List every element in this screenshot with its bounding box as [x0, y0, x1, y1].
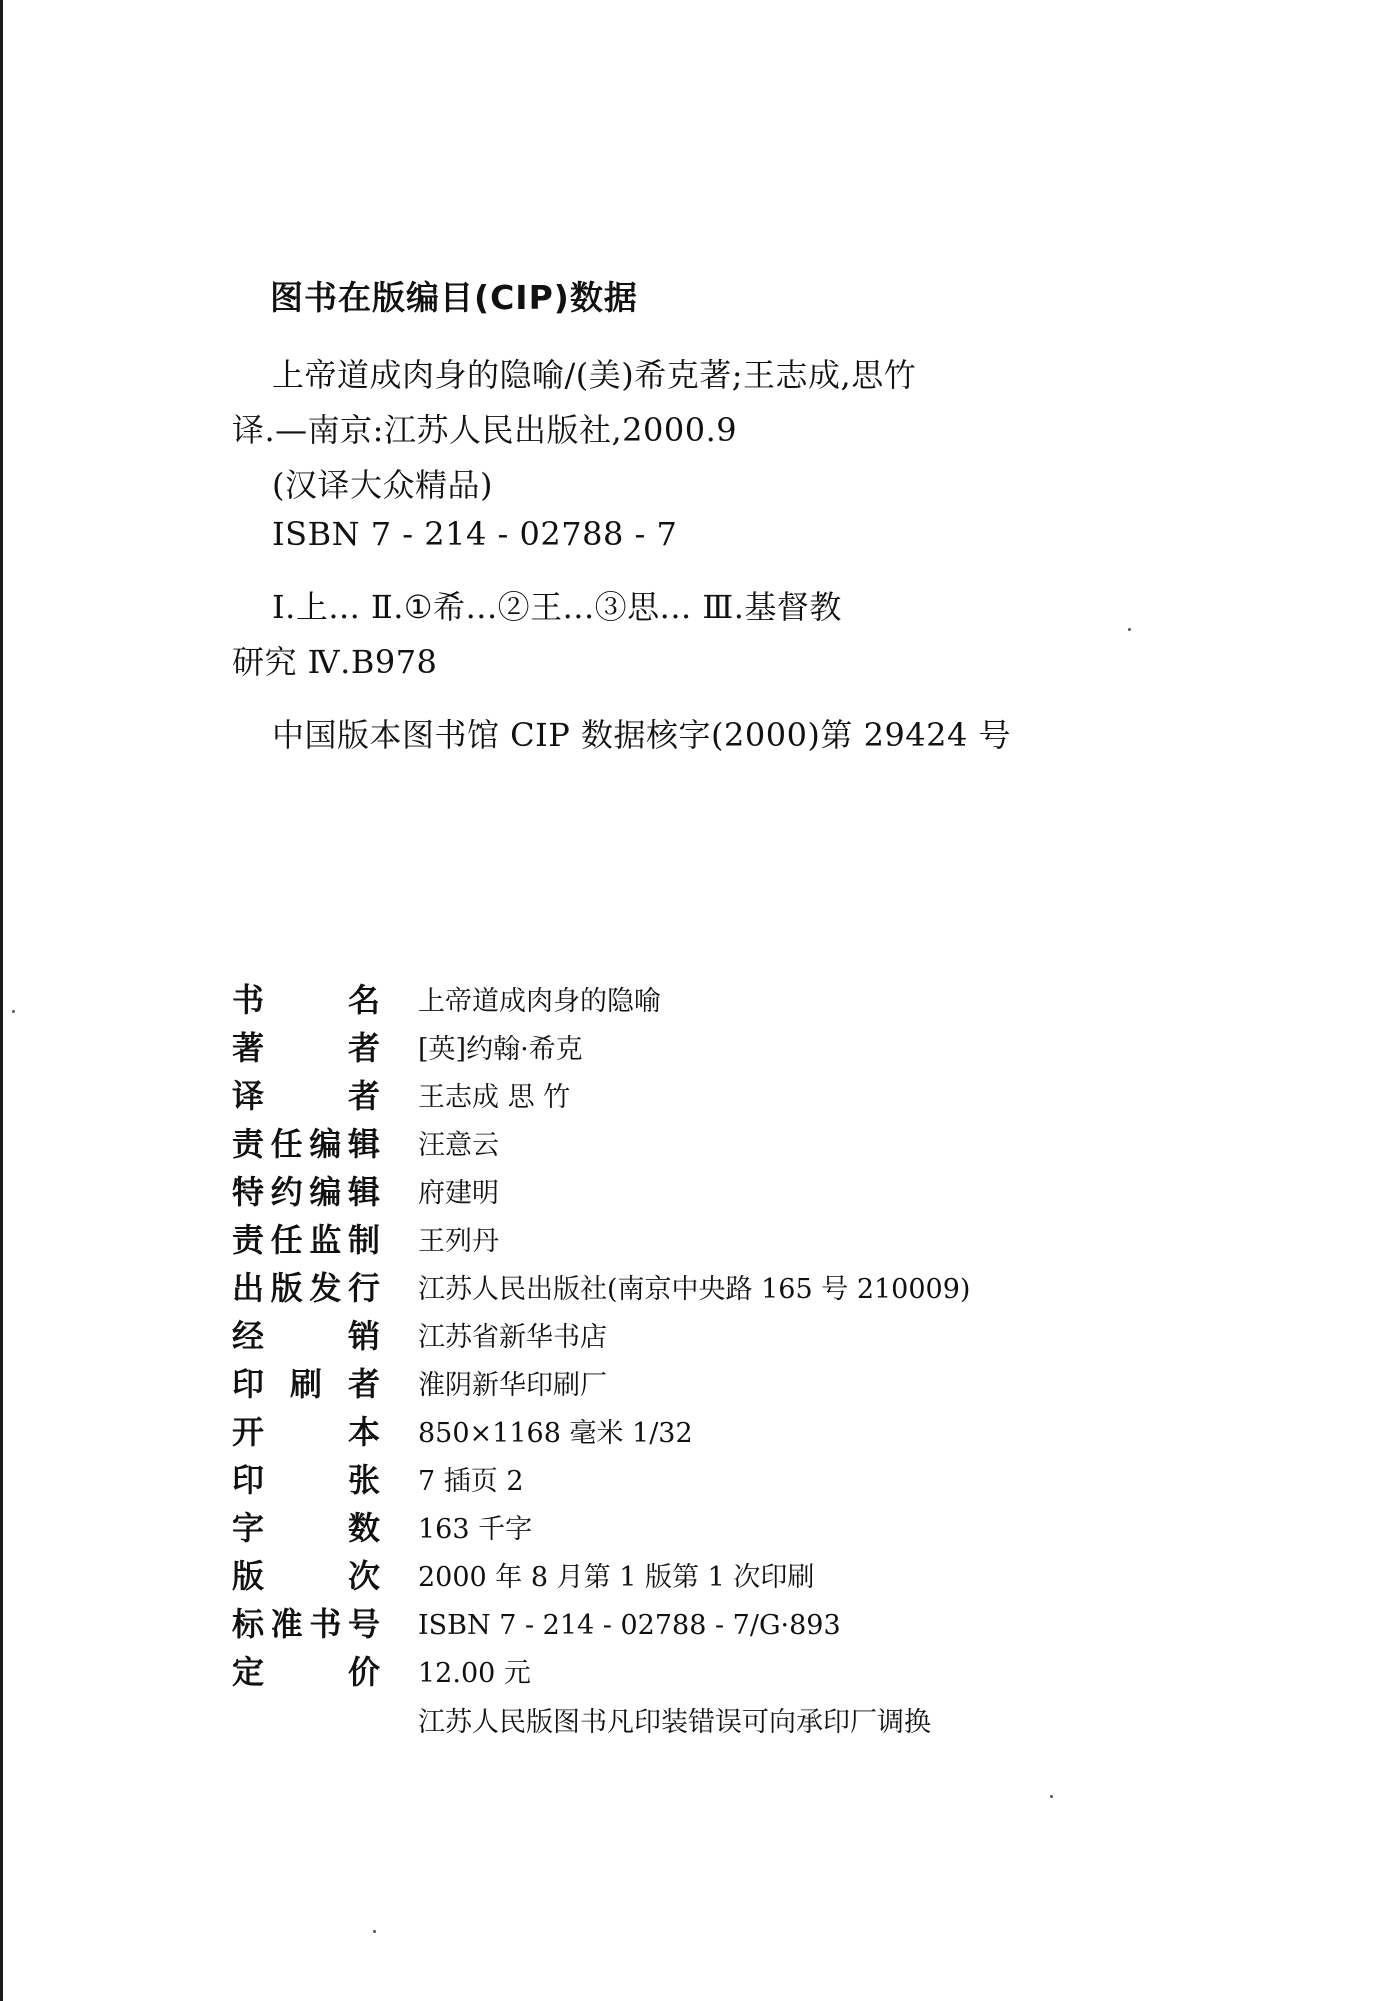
spec-value: 12.00 元 — [418, 1658, 531, 1689]
spec-row-distributor — [232, 1316, 1132, 1364]
cip-record-number: 中国版本图书馆 CIP 数据核字(2000)第 29424 号 — [272, 716, 1012, 754]
spec-row-printer — [232, 1364, 1132, 1412]
scan-speck — [12, 1010, 15, 1013]
spec-value: 江苏人民出版社(南京中央路 165 号 210009) — [418, 1274, 971, 1305]
spec-label: 版次 — [232, 1557, 380, 1595]
spec-row-translator — [232, 1076, 1132, 1124]
spec-label: 印张 — [232, 1461, 380, 1499]
publication-specs — [232, 980, 1132, 1700]
spec-row-isbn — [232, 1604, 1132, 1652]
scan-speck — [1128, 628, 1131, 631]
scan-speck — [373, 1930, 376, 1933]
spec-row-edition — [232, 1556, 1132, 1604]
spec-row-word-count — [232, 1508, 1132, 1556]
spec-value: 7 插页 2 — [418, 1466, 524, 1497]
spec-value: ISBN 7 - 214 - 02788 - 7/G·893 — [418, 1610, 841, 1641]
print-error-notice: 江苏人民版图书凡印装错误可向承印厂调换 — [418, 1707, 931, 1738]
spec-row-author — [232, 1028, 1132, 1076]
spec-label: 经销 — [232, 1317, 380, 1355]
spec-row-supervisor — [232, 1220, 1132, 1268]
spec-label: 字数 — [232, 1509, 380, 1547]
spec-label: 译者 — [232, 1077, 380, 1115]
spec-label: 开本 — [232, 1413, 380, 1451]
spec-row-price — [232, 1652, 1132, 1700]
spec-row-publisher — [232, 1268, 1132, 1316]
spec-value: 850×1168 毫米 1/32 — [418, 1418, 693, 1449]
spec-value: 王志成 思 竹 — [418, 1082, 571, 1113]
cip-title-line: 上帝道成肉身的隐喻/(美)希克著;王志成,思竹 — [272, 356, 917, 394]
spec-row-format — [232, 1412, 1132, 1460]
spec-value: 江苏省新华书店 — [418, 1322, 607, 1353]
cip-publisher-line: 译.—南京:江苏人民出版社,2000.9 — [232, 411, 738, 449]
spec-row-special-editor — [232, 1172, 1132, 1220]
spec-label: 定价 — [232, 1653, 380, 1691]
spec-row-editor — [232, 1124, 1132, 1172]
spec-label: 著者 — [232, 1029, 380, 1067]
scan-speck — [1050, 1795, 1053, 1798]
spec-label: 标准书号 — [232, 1605, 380, 1643]
cip-isbn-line: ISBN 7 - 214 - 02788 - 7 — [272, 515, 678, 553]
spec-label: 书名 — [232, 981, 380, 1019]
cip-classification-line: 研究 Ⅳ.B978 — [232, 643, 438, 681]
cip-series-line: (汉译大众精品) — [272, 466, 493, 504]
spec-label: 责任监制 — [232, 1221, 380, 1259]
spec-row-title — [232, 980, 1132, 1028]
spec-row-sheets — [232, 1460, 1132, 1508]
spec-value: 府建明 — [418, 1178, 499, 1209]
scan-edge — [0, 0, 3, 2001]
spec-label: 责任编辑 — [232, 1125, 380, 1163]
spec-value: 汪意云 — [418, 1130, 499, 1161]
spec-value: 163 千字 — [418, 1514, 533, 1545]
spec-value: 上帝道成肉身的隐喻 — [418, 986, 661, 1017]
spec-label: 特约编辑 — [232, 1173, 380, 1211]
spec-value: 王列丹 — [418, 1226, 499, 1257]
spec-value: [英]约翰·希克 — [418, 1034, 583, 1065]
spec-label: 出版发行 — [232, 1269, 380, 1307]
spec-label: 印刷者 — [232, 1365, 380, 1403]
cip-subject-line: Ⅰ.上... Ⅱ.①希...②王...③思... Ⅲ.基督教 — [272, 588, 842, 626]
spec-value: 淮阴新华印刷厂 — [418, 1370, 607, 1401]
cip-heading: 图书在版编目(CIP)数据 — [270, 278, 638, 317]
spec-value: 2000 年 8 月第 1 版第 1 次印刷 — [418, 1562, 815, 1593]
